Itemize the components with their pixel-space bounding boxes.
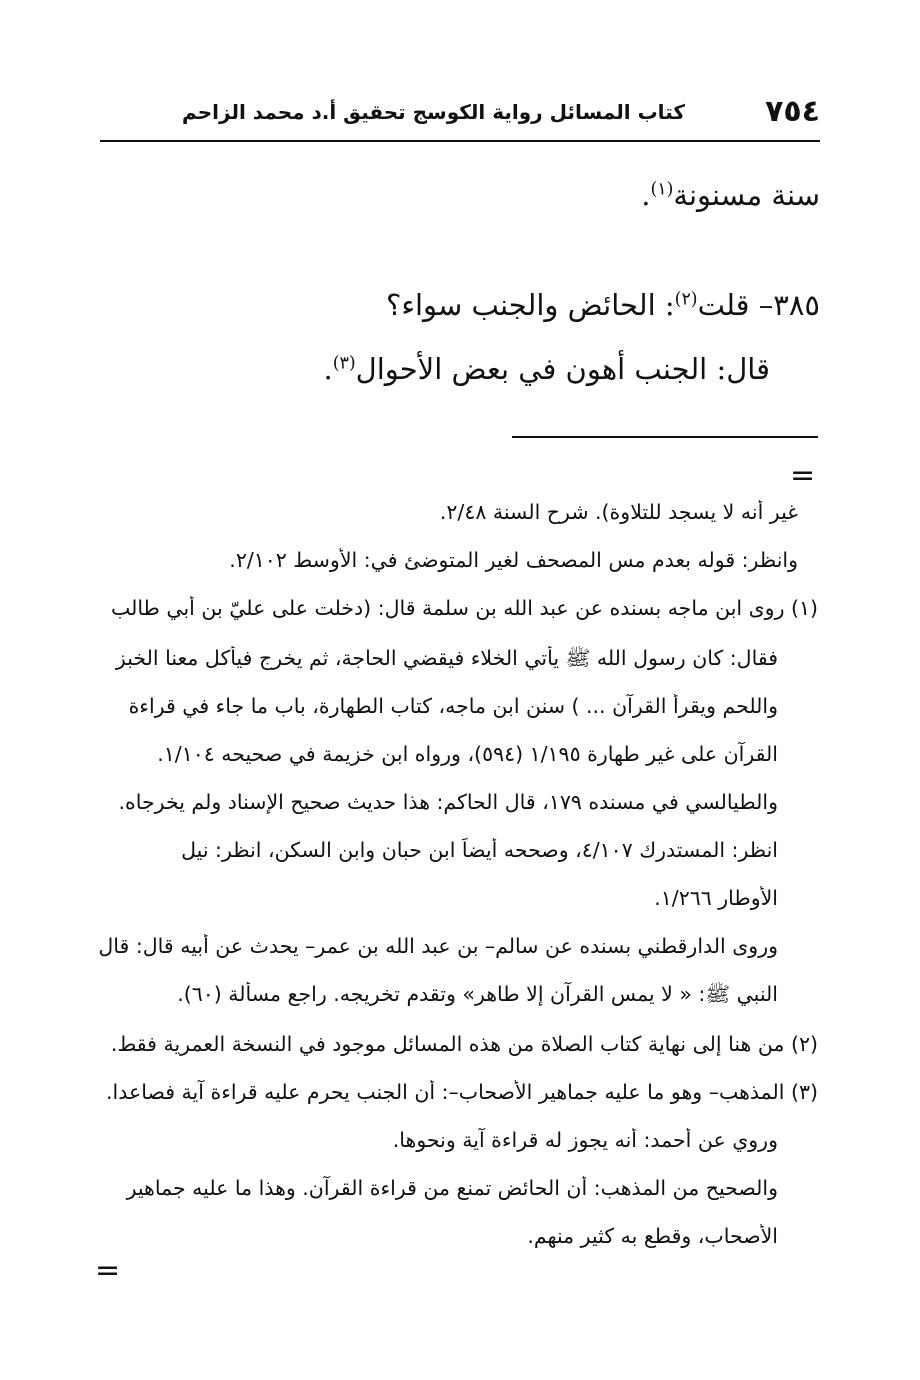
footnote-line: وروي عن أحمد: أنه يجوز له قراءة آية ونحوها. — [392, 1128, 778, 1152]
continued-mark-bottom: = — [95, 1253, 121, 1288]
footnote-ref-3: (٣) — [332, 353, 356, 374]
main-text-line-1 — [641, 178, 820, 212]
footnote-divider — [512, 436, 818, 438]
footnote-line: القرآن على غير طهارة ١/١٩٥ (٥٩٤)، ورواه ابن خزيمة في صحيحه ١/١٠٤. — [157, 742, 778, 766]
answer-line — [323, 352, 770, 386]
main-text-punct: . — [641, 178, 651, 212]
main-text: سنة مسنونة — [673, 178, 820, 212]
footnote-line: فقال: كان رسول الله ﷺ يأتي الخلاء فيقضي الحاجة، ثم يخرج فيأكل معنا الخبز — [115, 646, 778, 670]
header-rule — [100, 140, 820, 142]
footnote-line: النبي ﷺ: « لا يمس القرآن إلا طاهر» وتقدم تخريجه. راجع مسألة (٦٠). — [177, 982, 778, 1006]
footnote-line: انظر: المستدرك ٤/١٠٧، وصححه أيضاً ابن حبان وابن السكن، انظر: نيل — [181, 838, 778, 862]
footnote-line: والصحيح من المذهب: أن الحائض تمنع من قراءة القرآن. وهذا ما عليه جماهير — [126, 1176, 778, 1200]
footnote-line: (١) روى ابن ماجه بسنده عن عبد الله بن سلمة قال: (دخلت على عليّ بن أبي طالب — [110, 596, 818, 620]
footnote-line: وانظر: قوله بعدم مس المصحف لغير المتوضئ في: الأوسط ٢/١٠٢. — [229, 548, 798, 572]
answer-punct: . — [323, 352, 333, 386]
footnote-ref-2: (٢) — [674, 289, 698, 310]
footnote-line: (٢) من هنا إلى نهاية كتاب الصلاة من هذه المسائل موجود في النسخة العمرية فقط. — [110, 1032, 818, 1056]
footnote-ref-1: (١) — [650, 179, 674, 200]
running-title: كتاب المسائل رواية الكوسج تحقيق أ.د محمد الزاحم — [182, 100, 685, 124]
footnote-line: وروى الدارقطني بسنده عن سالم– بن عبد الله بن عمر– يحدث عن أبيه قال: قال — [98, 934, 778, 958]
footnote-line: الأصحاب، وقطع به كثير منهم. — [527, 1224, 778, 1248]
continued-mark-top: = — [790, 458, 816, 493]
answer-text: قال: الجنب أهون في بعض الأحوال — [355, 352, 770, 386]
footnote-line: الأوطار ١/٢٦٦. — [654, 886, 778, 910]
footnote-line: (٣) المذهب– وهو ما عليه جماهير الأصحاب–: أن الجنب يحرم عليه قراءة آية فصاعدا. — [106, 1080, 818, 1104]
question-number: ٣٨٥– قلت — [697, 288, 820, 322]
footnotes — [96, 500, 818, 1260]
page-header — [100, 92, 820, 132]
footnote-line: واللحم ويقرأ القرآن ... ) سنن ابن ماجه، كتاب الطهارة، باب ما جاء في قراءة — [128, 694, 778, 718]
page-number: ٧٥٤ — [765, 94, 820, 129]
question-text: : الحائض والجنب سواء؟ — [385, 288, 675, 322]
footnote-line: والطيالسي في مسنده ١٧٩، قال الحاكم: هذا حديث صحيح الإسناد ولم يخرجاه. — [118, 790, 778, 814]
question-line — [386, 288, 820, 322]
footnote-line: غير أنه لا يسجد للتلاوة). شرح السنة ٢/٤٨. — [439, 500, 798, 524]
